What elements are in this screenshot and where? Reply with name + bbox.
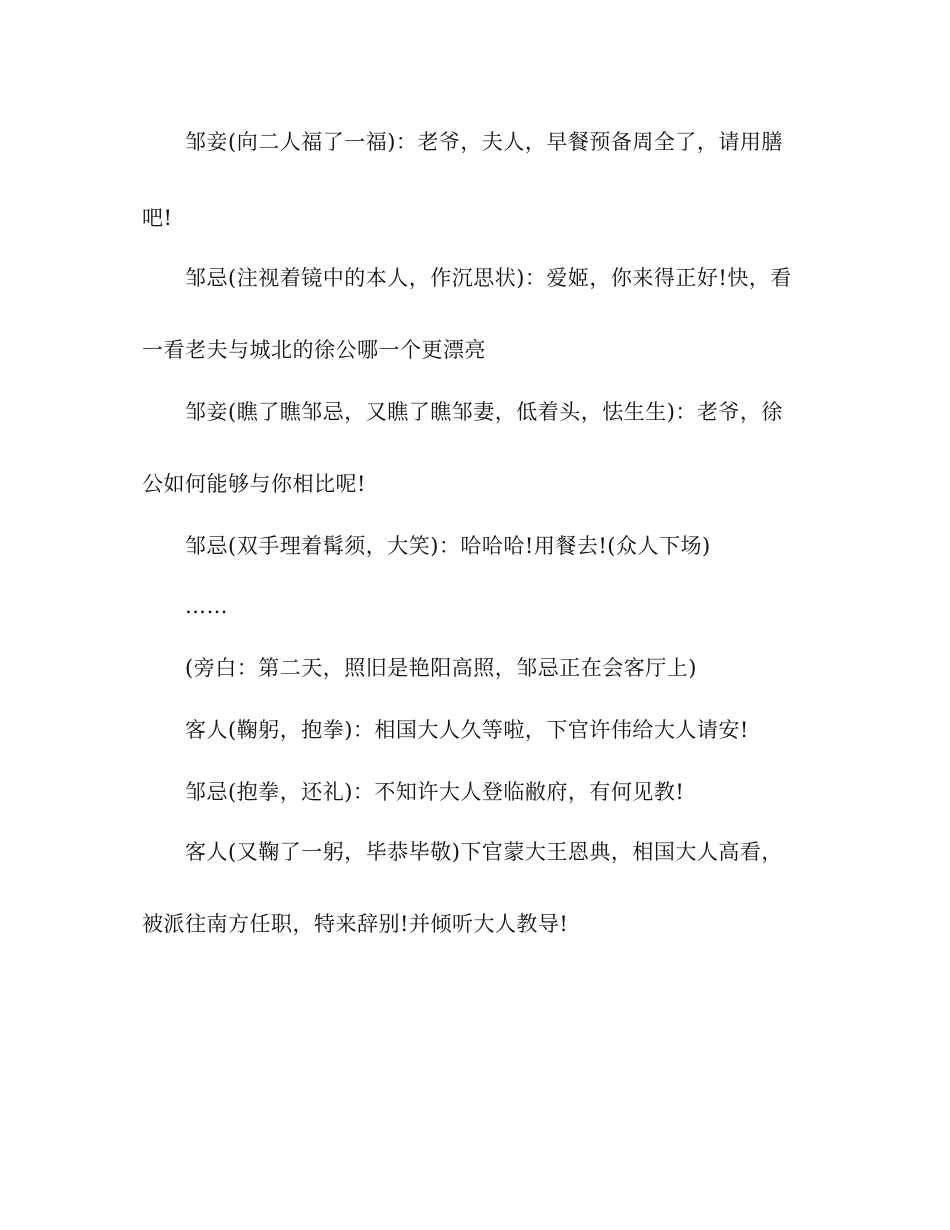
- dialogue-line: 客人(又鞠了一躬，毕恭毕敬)下官蒙大王恩典，相国大人高看，: [185, 840, 783, 864]
- dialogue-line: 邹妾(瞧了瞧邹忌，又瞧了瞧邹妻，低着头，怯生生)：老爷，徐: [185, 400, 783, 424]
- dialogue-line-continuation: 被派往南方任职，特来辞别!并倾听大人教导!: [142, 912, 569, 936]
- dialogue-line: 邹忌(双手理着髯须，大笑)：哈哈哈!用餐去!(众人下场): [185, 534, 711, 558]
- ellipsis-line: ……: [185, 594, 228, 618]
- dialogue-line-continuation: 吧!: [142, 206, 173, 230]
- dialogue-line: 邹忌(注视着镜中的本人，作沉思状)：爱姬，你来得正好!快，看: [185, 266, 792, 290]
- dialogue-line: 邹忌(抱拳，还礼)：不知许大人登临敝府，有何见教!: [185, 780, 685, 804]
- dialogue-line-continuation: 公如何能够与你相比呢!: [142, 472, 366, 496]
- dialogue-line: 客人(鞠躬，抱拳)：相国大人久等啦，下官许伟给大人请安!: [185, 718, 749, 742]
- dialogue-line-continuation: 一看老夫与城北的徐公哪一个更漂亮: [142, 338, 486, 362]
- narration-line: (旁白：第二天，照旧是艳阳高照，邹忌正在会客厅上): [185, 656, 697, 680]
- dialogue-line: 邹妾(向二人福了一福)：老爷，夫人，早餐预备周全了，请用膳: [185, 130, 783, 154]
